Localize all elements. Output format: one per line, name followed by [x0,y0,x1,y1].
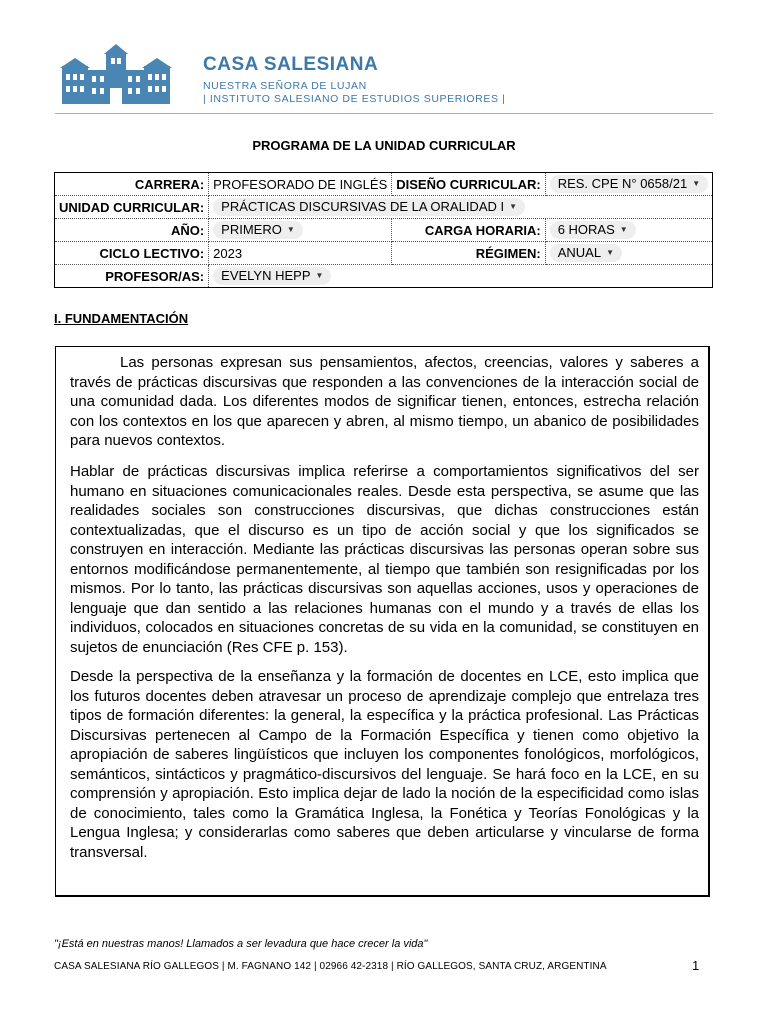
carrera-value: PROFESORADO DE INGLÉS [209,173,392,196]
brand-subtitle: NUESTRA SEÑORA DE LUJAN [203,80,367,92]
unidad-dropdown[interactable] [213,198,525,216]
school-building-icon [60,44,172,106]
header-divider [55,113,713,114]
brand-name: CASA SALESIANA [203,54,379,75]
footer-motto: "¡Está en nuestras manos! Llamados a ser levadura que hace crecer la vida" [54,938,428,950]
profesor-dropdown[interactable] [213,267,331,285]
profesor-label: PROFESOR/AS: [55,265,209,288]
profesor-value: EVELYN HEPP [221,268,311,283]
chevron-down-icon: ▼ [509,202,518,211]
regimen-value: ANUAL [557,245,602,260]
paragraph: Las personas expresan sus pensamientos, afectos, creencias, valores y saberes a través de prácticas discursivas que responden a las convenciones de la interacción social de una comunidad dada. Los diferentes modos de significar tienen, entonces, estrecha relación con los contextos en los que aparecen y abren, al mismo tiempo, un abanico de posibilidades para nuevos contextos. [70,354,699,449]
regimen-label: RÉGIMEN: [392,242,545,265]
regimen-dropdown[interactable] [550,244,622,262]
ciclo-label: CICLO LECTIVO: [55,242,209,265]
diseno-label: DISEÑO CURRICULAR: [392,173,545,196]
chevron-down-icon: ▼ [619,225,628,234]
anio-value: PRIMERO [221,222,282,237]
carga-label: CARGA HORARIA: [392,219,545,242]
carga-value: 6 HORAS [557,222,615,237]
document-title: PROGRAMA DE LA UNIDAD CURRICULAR [252,138,516,153]
paragraph: Desde la perspectiva de la enseñanza y la formación de docentes en LCE, esto implica que los futuros docentes deben atravesar un proceso de aprendizaje complejo que entrelaza tres tipos de formación diferentes: la general, la específica y la práctica profesional. Las Prácticas Discursivas pertenecen al Campo de la Formación Específica y tienen como objetivo la apropiación de saberes lingüísticos que incluyen los componentes fonológicos, morfológicos, semánticos, sintácticos y pragmático-discursivos del lenguaje. Se hará foco en la LCE, en su comprensión y apropiación. Esto implica dejar de lado la noción de la especificidad como islas de conocimiento, tales como la Gramática Inglesa, la Fonética y Teorías Fonológicas y la Lengua Inglesa; y considerarlas como saberes que deben articularse y vincularse de forma transversal. [70,668,699,861]
page-number: 1 [692,958,700,973]
footer-address: CASA SALESIANA RÍO GALLEGOS | M. FAGNANO 142 | 02966 42-2318 | RÍO GALLEGOS, SANTA CRUZ, ARGENTINA [54,961,607,972]
unidad-value: PRÁCTICAS DISCURSIVAS DE LA ORALIDAD I [221,199,505,214]
diseno-dropdown[interactable] [550,175,708,193]
section-title: I. FUNDAMENTACIÓN [54,311,189,326]
chevron-down-icon: ▼ [606,248,614,257]
chevron-down-icon: ▼ [692,179,701,188]
unidad-label: UNIDAD CURRICULAR: [55,196,209,219]
chevron-down-icon: ▼ [315,271,324,280]
anio-dropdown[interactable] [213,221,303,239]
institute-name: | INSTITUTO SALESIANO DE ESTUDIOS SUPERIORES | [203,93,506,105]
carga-dropdown[interactable] [550,221,636,239]
fundamentacion-box [55,346,710,897]
ciclo-value: 2023 [209,242,392,265]
document-header [55,40,715,120]
anio-label: AÑO: [55,219,209,242]
chevron-down-icon: ▼ [286,225,295,234]
paragraph: Hablar de prácticas discursivas implica referirse a comportamientos significativos del ser humano en situaciones comunicacionales reales. Desde esta perspectiva, se asume que las realidades sociales son construcciones discursivas, que dichas construcciones están contextualizadas, que el discurso es un tipo de acción social y que los significados se construyen en interacción. Mediante las prácticas discursivas las personas operan sobre sus entornos modificándose permanentemente, al tiempo que también son resignificadas por los mismos. Por lo tanto, las prácticas discursivas son aquellas acciones, usos y operaciones de lenguaje que dan sentido a las relaciones humanas con el mundo y a través de ellas los individuos, colocados en situaciones concretas de su vida en la comunidad, se constituyen en sujetos de enunciación (Res CFE p. 153). [70,463,699,656]
curricular-info-table [54,172,713,288]
diseno-value: RES. CPE N° 0658/21 [557,176,688,191]
carrera-label: CARRERA: [55,173,209,196]
